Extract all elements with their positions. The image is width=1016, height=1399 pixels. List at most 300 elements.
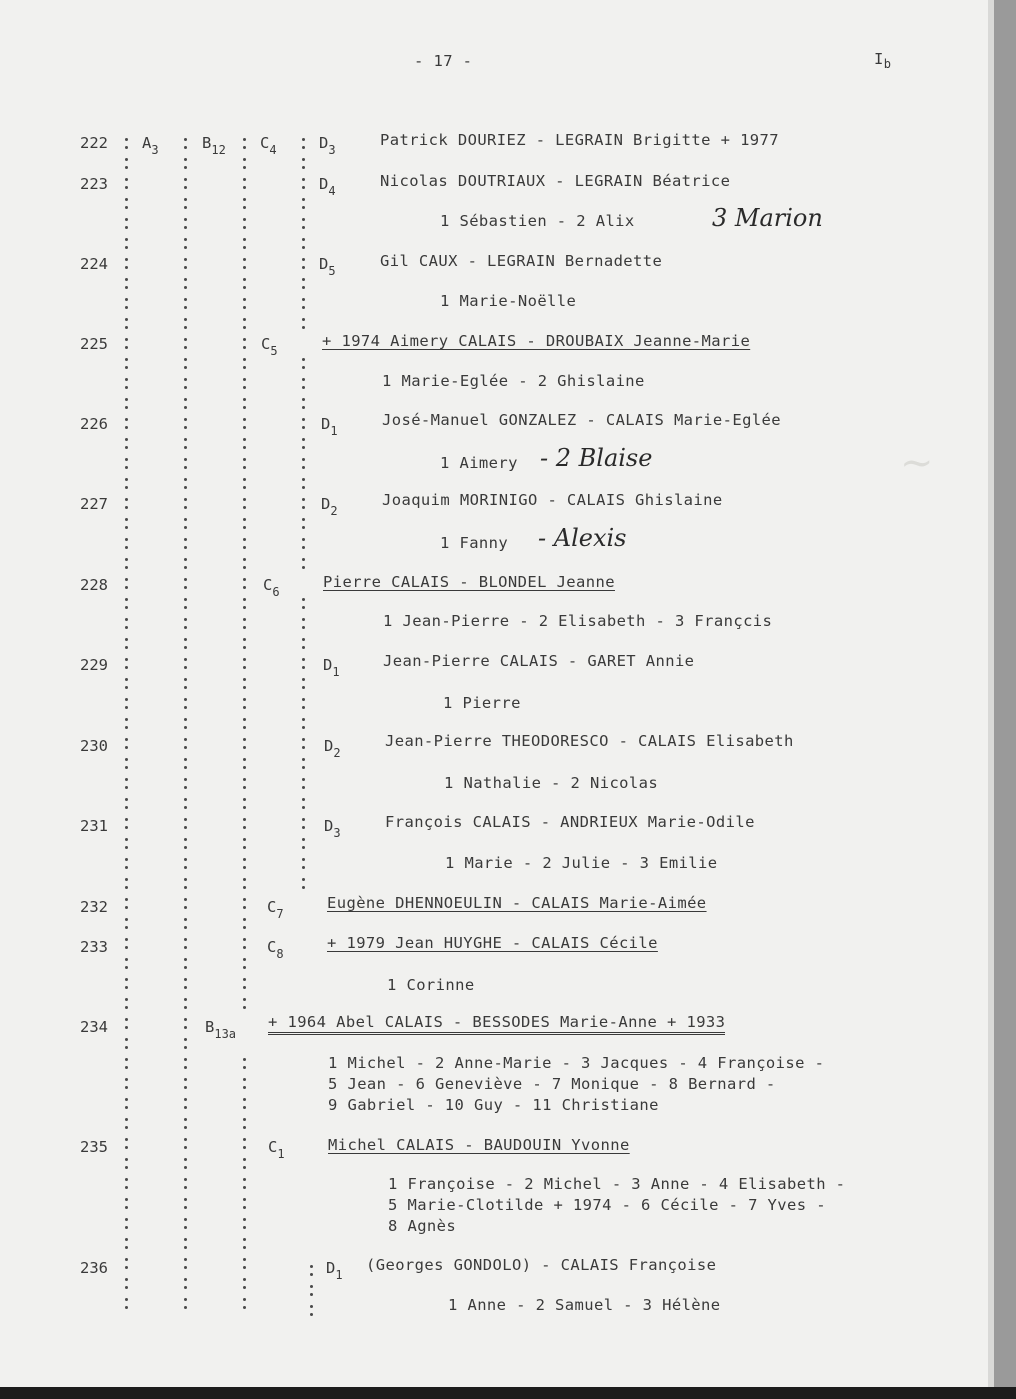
guide-dot: [302, 158, 305, 161]
guide-dot: [243, 666, 246, 669]
entry-couple: Michel CALAIS - BAUDOUIN Yvonne: [328, 1136, 630, 1154]
level-code: $D_2$: [324, 737, 341, 760]
entry-children: 1 Michel - 2 Anne-Marie - 3 Jacques - 4 Françoise -: [328, 1054, 825, 1072]
guide-dot: [125, 1246, 128, 1249]
guide-dot: [184, 266, 187, 269]
guide-dot: [125, 146, 128, 149]
guide-dot: [302, 298, 305, 301]
guide-dot: [184, 578, 187, 581]
entry-number: 222: [80, 134, 108, 152]
guide-dot: [184, 866, 187, 869]
guide-dot: [184, 1298, 187, 1301]
guide-dot: [125, 226, 128, 229]
guide-dot: [243, 546, 246, 549]
guide-dot: [184, 826, 187, 829]
guide-dot: [243, 1278, 246, 1281]
guide-dot: [125, 1138, 128, 1141]
guide-dot: [125, 1166, 128, 1169]
guide-dot: [125, 506, 128, 509]
guide-dot: [184, 438, 187, 441]
guide-dot: [243, 778, 246, 781]
guide-dot: [125, 498, 128, 501]
guide-dot: [125, 1298, 128, 1301]
guide-dot: [302, 746, 305, 749]
guide-dot: [125, 1238, 128, 1241]
guide-dot: [125, 918, 128, 921]
guide-dot: [302, 858, 305, 861]
guide-dot: [184, 1086, 187, 1089]
guide-dot: [125, 1178, 128, 1181]
guide-dot: [302, 278, 305, 281]
guide-dot: [184, 666, 187, 669]
guide-dot: [184, 918, 187, 921]
guide-dot: [184, 1026, 187, 1029]
guide-dot: [184, 338, 187, 341]
guide-dot: [302, 306, 305, 309]
guide-dot: [243, 866, 246, 869]
guide-dot: [243, 886, 246, 889]
guide-dot: [125, 238, 128, 241]
guide-dot: [184, 1146, 187, 1149]
guide-dot: [125, 546, 128, 549]
guide-dot: [243, 278, 246, 281]
guide-dot: [184, 778, 187, 781]
guide-dot: [302, 826, 305, 829]
guide-dot: [302, 206, 305, 209]
guide-dot: [125, 706, 128, 709]
guide-dot: [302, 406, 305, 409]
guide-dot: [184, 446, 187, 449]
guide-dot: [125, 538, 128, 541]
entry-couple: (Georges GONDOLO) - CALAIS Françoise: [366, 1256, 717, 1274]
guide-dot: [184, 226, 187, 229]
guide-dot: [125, 1046, 128, 1049]
guide-dot: [302, 246, 305, 249]
guide-dot: [184, 378, 187, 381]
guide-dot: [184, 738, 187, 741]
guide-dot: [243, 598, 246, 601]
guide-dot: [184, 218, 187, 221]
guide-dot: [302, 646, 305, 649]
guide-dot: [243, 938, 246, 941]
guide-dot: [243, 638, 246, 641]
entry-children: 5 Jean - 6 Geneviève - 7 Monique - 8 Bernard -: [328, 1075, 776, 1093]
guide-dot: [184, 626, 187, 629]
guide-dot: [243, 998, 246, 1001]
guide-dot: [302, 758, 305, 761]
level-code: $D_1$: [323, 656, 340, 679]
guide-dot: [184, 766, 187, 769]
guide-dot: [125, 406, 128, 409]
entry-children: 1 Jean-Pierre - 2 Elisabeth - 3 Françcis: [383, 612, 773, 630]
guide-dot: [184, 806, 187, 809]
guide-dot: [184, 506, 187, 509]
guide-dot: [184, 526, 187, 529]
guide-dot: [125, 1106, 128, 1109]
guide-dot: [184, 538, 187, 541]
guide-dot: [184, 298, 187, 301]
guide-dot: [243, 658, 246, 661]
guide-dot: [125, 978, 128, 981]
guide-dot: [125, 726, 128, 729]
guide-dot: [125, 326, 128, 329]
guide-dot: [302, 186, 305, 189]
guide-dot: [243, 238, 246, 241]
entry-couple: Gil CAUX - LEGRAIN Bernadette: [380, 252, 663, 270]
entry-number: 235: [80, 1138, 108, 1156]
guide-dot: [125, 878, 128, 881]
guide-dot: [125, 1158, 128, 1161]
guide-dot: [302, 146, 305, 149]
entry-children: 1 Pierre: [443, 694, 521, 712]
entry-couple: Nicolas DOUTRIAUX - LEGRAIN Béatrice: [380, 172, 731, 190]
guide-dot: [243, 1146, 246, 1149]
level-code: $B_{13a}$: [205, 1018, 237, 1041]
handwritten-annotation: 3 Marion: [712, 204, 823, 232]
guide-dot: [125, 1278, 128, 1281]
guide-dot: [302, 598, 305, 601]
guide-dot: [302, 798, 305, 801]
guide-dot: [184, 1286, 187, 1289]
guide-dot: [243, 218, 246, 221]
guide-dot: [302, 138, 305, 141]
guide-dot: [302, 318, 305, 321]
guide-dot: [125, 426, 128, 429]
guide-dot: [184, 318, 187, 321]
guide-dot: [184, 846, 187, 849]
guide-dot: [243, 1306, 246, 1309]
guide-dot: [184, 146, 187, 149]
guide-dot: [184, 906, 187, 909]
entry-couple: Jean-Pierre THEODORESCO - CALAIS Elisabeth: [385, 732, 794, 750]
guide-dot: [243, 1078, 246, 1081]
guide-dot: [125, 946, 128, 949]
guide-dot: [125, 1286, 128, 1289]
guide-dot: [302, 238, 305, 241]
guide-dot: [184, 1098, 187, 1101]
guide-dot: [125, 1026, 128, 1029]
guide-dot: [125, 1086, 128, 1089]
guide-dot: [125, 526, 128, 529]
guide-dot: [184, 606, 187, 609]
entry-number: 225: [80, 335, 108, 353]
entry-children: 1 Aimery: [440, 454, 518, 472]
guide-dot: [125, 478, 128, 481]
entry-children: 1 Anne - 2 Samuel - 3 Hélène: [448, 1296, 721, 1314]
guide-dot: [243, 438, 246, 441]
guide-dot: [125, 206, 128, 209]
entry-couple: Jean-Pierre CALAIS - GARET Annie: [383, 652, 695, 670]
entry-couple: + 1974 Aimery CALAIS - DROUBAIX Jeanne-Marie: [322, 332, 751, 350]
guide-dot: [125, 686, 128, 689]
guide-dot: [243, 1246, 246, 1249]
guide-dot: [243, 178, 246, 181]
guide-dot: [302, 618, 305, 621]
guide-dot: [184, 1018, 187, 1021]
guide-dot: [243, 606, 246, 609]
guide-dot: [125, 826, 128, 829]
guide-dot: [243, 458, 246, 461]
guide-dot: [302, 686, 305, 689]
guide-dot: [184, 978, 187, 981]
guide-dot: [243, 286, 246, 289]
guide-dot: [125, 1098, 128, 1101]
guide-dot: [184, 478, 187, 481]
guide-dot: [125, 938, 128, 941]
guide-dot: [302, 626, 305, 629]
guide-dot: [125, 1058, 128, 1061]
guide-dot: [243, 1218, 246, 1221]
level-code: $D_5$: [319, 255, 336, 278]
guide-dot: [125, 858, 128, 861]
guide-dot: [184, 426, 187, 429]
guide-dot: [125, 986, 128, 989]
entry-children: 1 Françoise - 2 Michel - 3 Anne - 4 Elisabeth -: [388, 1175, 846, 1193]
guide-dot: [125, 1078, 128, 1081]
guide-dot: [184, 1178, 187, 1181]
guide-dot: [184, 758, 187, 761]
guide-dot: [184, 598, 187, 601]
guide-dot: [125, 218, 128, 221]
guide-dot: [302, 606, 305, 609]
guide-dot: [243, 298, 246, 301]
entry-couple: José-Manuel GONZALEZ - CALAIS Marie-Eglée: [382, 411, 782, 429]
guide-dot: [184, 946, 187, 949]
guide-dot: [243, 338, 246, 341]
guide-dot: [302, 786, 305, 789]
guide-dot: [125, 438, 128, 441]
guide-dot: [243, 226, 246, 229]
guide-dot: [184, 718, 187, 721]
handwritten-annotation: - Alexis: [538, 524, 627, 552]
guide-dot: [243, 366, 246, 369]
guide-dot: [243, 1298, 246, 1301]
guide-dot: [125, 278, 128, 281]
guide-dot: [125, 378, 128, 381]
guide-dot: [125, 466, 128, 469]
guide-dot: [184, 1078, 187, 1081]
entry-number: 227: [80, 495, 108, 513]
guide-dot: [125, 566, 128, 569]
guide-dot: [243, 986, 246, 989]
guide-dot: [302, 358, 305, 361]
guide-dot: [302, 226, 305, 229]
guide-dot: [243, 386, 246, 389]
guide-dot: [302, 366, 305, 369]
guide-dot: [184, 958, 187, 961]
guide-dot: [125, 678, 128, 681]
guide-dot: [125, 798, 128, 801]
guide-dot: [125, 338, 128, 341]
guide-dot: [184, 566, 187, 569]
level-code: $D_1$: [326, 1259, 343, 1282]
guide-dot: [125, 846, 128, 849]
guide-dot: [243, 258, 246, 261]
guide-dot: [243, 1226, 246, 1229]
guide-dot: [125, 926, 128, 929]
guide-dot: [184, 366, 187, 369]
guide-dot: [302, 258, 305, 261]
guide-dot: [302, 666, 305, 669]
guide-dot: [184, 346, 187, 349]
guide-dot: [184, 418, 187, 421]
guide-dot: [184, 1006, 187, 1009]
guide-dot: [302, 878, 305, 881]
guide-dot: [125, 1266, 128, 1269]
guide-dot: [184, 678, 187, 681]
entry-number: 236: [80, 1259, 108, 1277]
entry-children: 1 Marie - 2 Julie - 3 Emilie: [445, 854, 718, 872]
guide-dot: [302, 418, 305, 421]
guide-dot: [184, 138, 187, 141]
guide-dot: [184, 1186, 187, 1189]
guide-dot: [302, 398, 305, 401]
guide-dot: [125, 258, 128, 261]
guide-dot: [243, 446, 246, 449]
guide-dot: [243, 1238, 246, 1241]
guide-dot: [243, 858, 246, 861]
guide-dot: [243, 558, 246, 561]
entry-children: 1 Sébastien - 2 Alix: [440, 212, 635, 230]
guide-dot: [243, 538, 246, 541]
guide-dot: [302, 558, 305, 561]
guide-dot: [243, 246, 246, 249]
guide-dot: [302, 546, 305, 549]
guide-dot: [243, 1158, 246, 1161]
guide-dot: [243, 426, 246, 429]
guide-dot: [125, 1218, 128, 1221]
guide-dot: [302, 506, 305, 509]
guide-dot: [310, 1313, 313, 1316]
guide-dot: [243, 946, 246, 949]
entry-number: 234: [80, 1018, 108, 1036]
guide-dot: [184, 646, 187, 649]
entry-number: 230: [80, 737, 108, 755]
guide-dot: [184, 1038, 187, 1041]
guide-dot: [184, 1198, 187, 1201]
guide-dot: [243, 706, 246, 709]
guide-dot: [302, 718, 305, 721]
level-code: $A_3$: [142, 134, 159, 157]
guide-dot: [184, 1066, 187, 1069]
guide-dot: [302, 658, 305, 661]
guide-dot: [184, 898, 187, 901]
guide-dot: [125, 558, 128, 561]
guide-dot: [184, 938, 187, 941]
guide-dot: [125, 738, 128, 741]
guide-dot: [302, 438, 305, 441]
guide-dot: [243, 826, 246, 829]
section-label: $I_b$: [874, 50, 892, 72]
guide-dot: [243, 678, 246, 681]
page-edge: [994, 0, 1016, 1399]
guide-dot: [310, 1285, 313, 1288]
guide-dot: [243, 398, 246, 401]
guide-dot: [125, 306, 128, 309]
entry-number: 224: [80, 255, 108, 273]
guide-dot: [125, 646, 128, 649]
guide-dot: [184, 206, 187, 209]
entry-children: 5 Marie-Clotilde + 1974 - 6 Cécile - 7 Yves -: [388, 1196, 826, 1214]
guide-dot: [302, 386, 305, 389]
guide-dot: [125, 398, 128, 401]
guide-dot: [125, 806, 128, 809]
guide-dot: [302, 518, 305, 521]
guide-dot: [184, 998, 187, 1001]
guide-dot: [125, 138, 128, 141]
level-code: $C_5$: [261, 335, 278, 358]
guide-dot: [125, 746, 128, 749]
level-code: $C_1$: [268, 1138, 285, 1161]
guide-dot: [184, 1046, 187, 1049]
guide-dot: [125, 998, 128, 1001]
guide-dot: [125, 778, 128, 781]
guide-dot: [302, 526, 305, 529]
guide-dot: [184, 306, 187, 309]
guide-dot: [184, 1106, 187, 1109]
guide-dot: [243, 198, 246, 201]
entry-number: 226: [80, 415, 108, 433]
entry-couple: Patrick DOURIEZ - LEGRAIN Brigitte + 1977: [380, 131, 780, 149]
guide-dot: [184, 1278, 187, 1281]
guide-dot: [302, 566, 305, 569]
guide-dot: [302, 866, 305, 869]
guide-dot: [243, 318, 246, 321]
guide-dot: [243, 406, 246, 409]
guide-dot: [302, 818, 305, 821]
guide-dot: [184, 1238, 187, 1241]
guide-dot: [184, 558, 187, 561]
guide-dot: [243, 158, 246, 161]
guide-dot: [310, 1293, 313, 1296]
guide-dot: [243, 1066, 246, 1069]
guide-dot: [310, 1305, 313, 1308]
guide-dot: [125, 718, 128, 721]
guide-dot: [125, 298, 128, 301]
guide-dot: [243, 818, 246, 821]
guide-dot: [125, 358, 128, 361]
guide-dot: [184, 658, 187, 661]
guide-dot: [243, 686, 246, 689]
guide-dot: [302, 498, 305, 501]
guide-dot: [125, 178, 128, 181]
guide-dot: [243, 586, 246, 589]
guide-dot: [243, 618, 246, 621]
guide-dot: [125, 1306, 128, 1309]
guide-dot: [184, 186, 187, 189]
guide-dot: [184, 638, 187, 641]
guide-dot: [302, 466, 305, 469]
guide-dot: [243, 466, 246, 469]
guide-dot: [125, 886, 128, 889]
guide-dot: [243, 1086, 246, 1089]
guide-dot: [243, 1098, 246, 1101]
guide-dot: [302, 378, 305, 381]
guide-dot: [243, 578, 246, 581]
guide-dot: [125, 198, 128, 201]
entry-children: 1 Marie-Noëlle: [440, 292, 577, 310]
guide-dot: [184, 926, 187, 929]
guide-dot: [302, 698, 305, 701]
guide-dot: [243, 306, 246, 309]
guide-dot: [184, 246, 187, 249]
entry-children: 1 Fanny: [440, 534, 509, 552]
guide-dot: [125, 958, 128, 961]
guide-dot: [310, 1265, 313, 1268]
guide-dot: [243, 266, 246, 269]
guide-dot: [184, 1058, 187, 1061]
guide-dot: [125, 286, 128, 289]
